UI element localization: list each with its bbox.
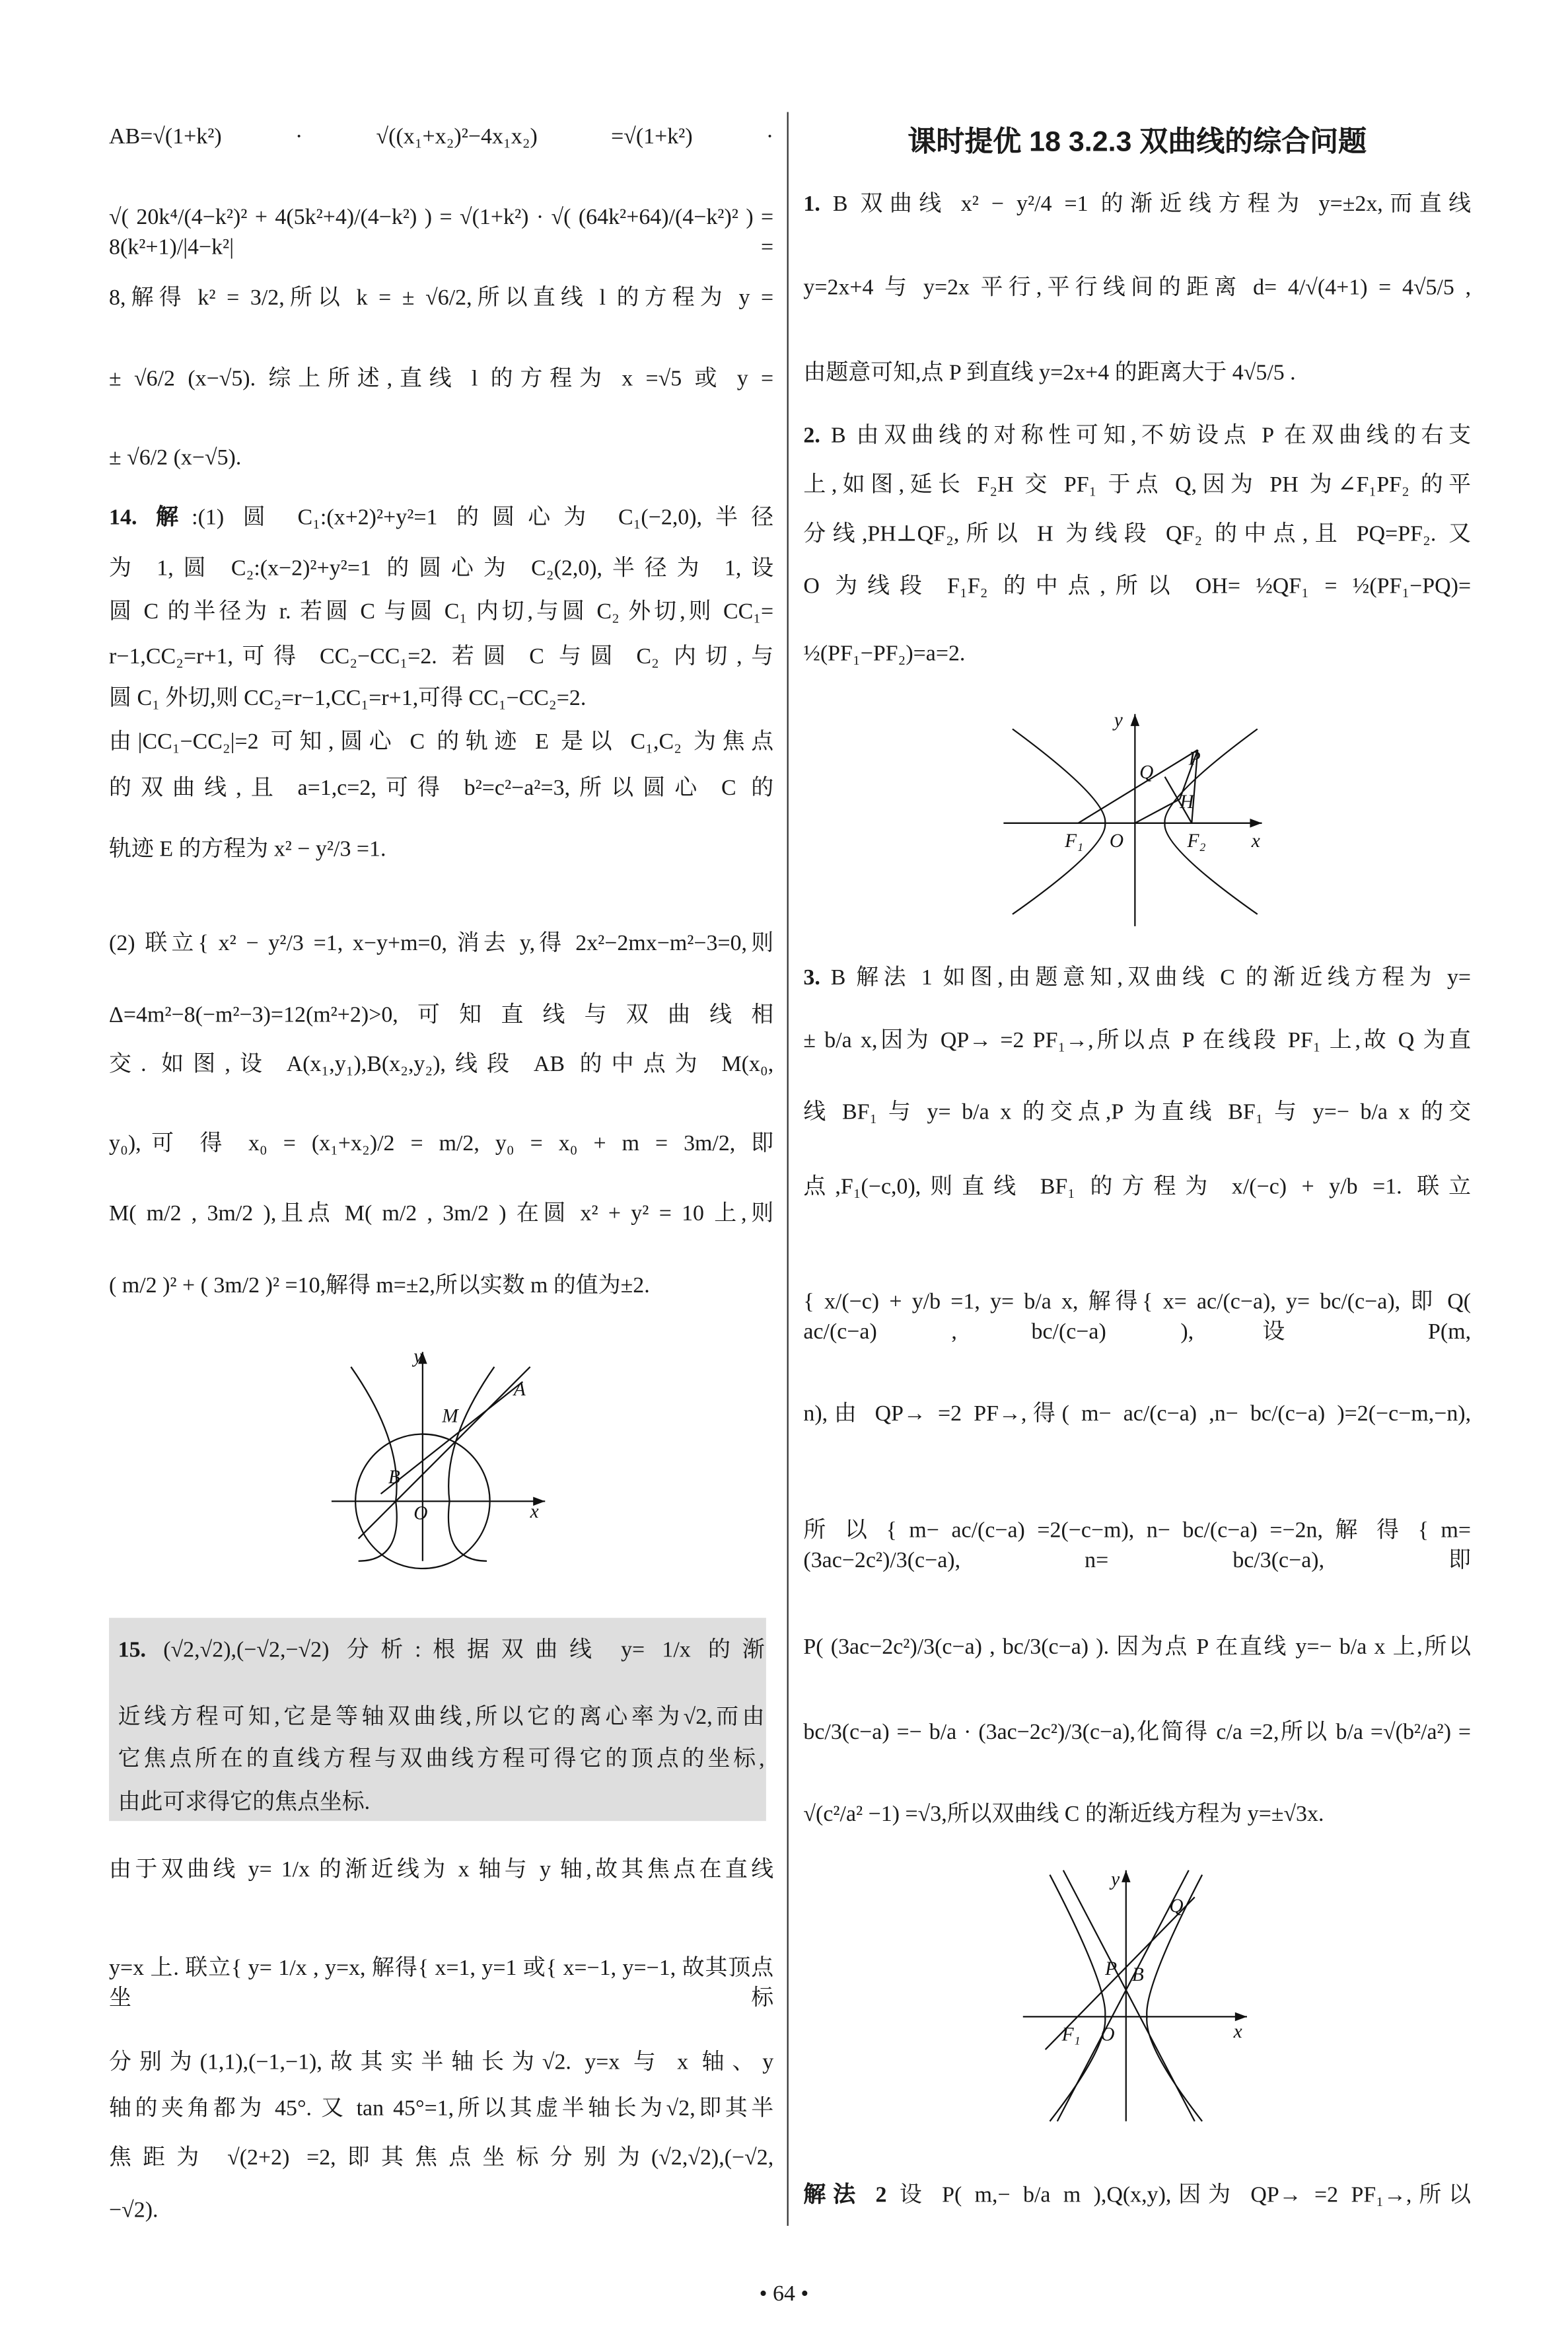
left-column-line (109, 2094, 773, 2124)
left-column-line (109, 2144, 773, 2174)
right-column-line (803, 640, 1471, 669)
line-text: 的双曲线,且 a=1,c=2,可得 b²=c²−a²=3,所以圆心 C 的 (109, 776, 774, 801)
line-text: ½(PF₁−PF₂)=a=2. (803, 642, 966, 667)
line-text: (√2,√2),(−√2,−√2) 分析:根据双曲线 y= 1/x 的渐 (146, 1639, 765, 1663)
item-number: 1. (803, 192, 820, 217)
right-column-line (803, 963, 1471, 993)
line-text: 由此可求得它的焦点坐标. (118, 1790, 371, 1816)
line-text: ( m/2 )² + ( 3m/2 )² =10,解得 m=±2,所以实数 m 的值为±2. (109, 1274, 650, 1298)
left-column-line (109, 929, 773, 959)
line-text: √(c²/a² −1) =√3,所以双曲线 C 的渐近线方程为 y=±√3x. (803, 1803, 1324, 1827)
right-column-line (803, 572, 1471, 602)
right-column-line (803, 1098, 1471, 1128)
right-column-line (803, 2181, 1471, 2211)
line-text: √( 20k⁴/(4−k²)² + 4(5k²+4)/(4−k²) ) = √(1+k²) · √( (64k²+64)/(4−k²)² ) = 8(k²+1)/|4−k²| = (109, 206, 774, 260)
line-text: ± √6/2 (x−√5). (109, 447, 242, 471)
right-column-line (803, 520, 1471, 550)
line-text: 由|CC₁−CC₂|=2 可知,圆心 C 的轨迹 E 是以 C₁,C₂ 为焦点 (109, 730, 774, 755)
item-number: 解法 2 (803, 2184, 887, 2208)
item-number: 3. (803, 966, 820, 991)
left-column-line (109, 554, 773, 584)
fig2-label-F2: F₂ (1187, 830, 1206, 852)
right-column-line (803, 1516, 1472, 1573)
fig2-label-x: x (1251, 830, 1260, 852)
left-column-line (109, 1001, 773, 1031)
right-column-line (803, 1026, 1471, 1056)
line-text: 8,解得 k² = 3/2,所以 k = ± √6/2,所以直线 l 的方程为 y = (109, 287, 774, 311)
right-column-line (803, 190, 1471, 219)
left-column-line (118, 1745, 765, 1775)
left-column-line (109, 774, 773, 803)
fig3-label-x: x (1233, 2021, 1242, 2043)
figure-angle-bisector (993, 702, 1277, 934)
fig14-label-O: O (413, 1502, 428, 1524)
fig2-label-H: H (1180, 792, 1194, 813)
line-text: 点,F₁(−c,0),则直线 BF₁ 的方程为 x/(−c) + y/b =1. 联立 (803, 1175, 1472, 1200)
line-text: 由于双曲线 y= 1/x 的渐近线为 x 轴与 y 轴,故其焦点在直线 (109, 1858, 774, 1882)
column-divider (787, 112, 789, 2226)
left-column-line (109, 444, 773, 474)
right-column-line (803, 422, 1471, 451)
left-column-line (109, 1954, 774, 2011)
section-title: 课时提优 18 3.2.3 双曲线的综合问题 (908, 127, 1367, 159)
line-text: (2) 联立{ x² − y²/3 =1, x−y+m=0, 消去 y,得 2x²−2mx−m²−3=0,则 (109, 932, 774, 957)
line-text: 焦距为 √(2+2) =2,即其焦点坐标分别为(√2,√2),(−√2, (109, 2147, 774, 2171)
left-column-line (109, 597, 773, 627)
fig2-label-O: O (1109, 830, 1124, 852)
fig2-label-P: P (1188, 748, 1201, 770)
left-column-line (109, 365, 773, 394)
line-text: 上,如图,延长 F₂H 交 PF₁ 于点 Q,因为 PH 为∠F₁PF₂ 的平 (803, 473, 1472, 498)
line-text: 由题意可知,点 P 到直线 y=2x+4 的距离大于 4√5/5 . (803, 361, 1296, 386)
right-column-line (803, 1288, 1472, 1345)
fig2-label-F1: F₁ (1065, 830, 1084, 852)
left-column-line (109, 1050, 773, 1080)
line-text: 近线方程可知,它是等轴双曲线,所以它的离心率为√2,而由 (118, 1706, 765, 1730)
line-text: 它焦点所在的直线方程与双曲线方程可得它的顶点的坐标, (118, 1748, 765, 1772)
line-text: P( (3ac−2c²)/3(c−a) , bc/3(c−a) ). 因为点 P 在直线 y=− b/a x 上,所以 (803, 1635, 1472, 1660)
fig3-label-F1: F₁ (1061, 2024, 1081, 2046)
fig3-label-Q: Q (1169, 1896, 1184, 1917)
left-column-line (109, 684, 773, 714)
fig3-label-y: y (1111, 1868, 1120, 1890)
item-number: 14. 解 (109, 506, 192, 531)
left-column-line (109, 1855, 773, 1885)
right-column-line (803, 470, 1471, 500)
fig14-label-y: y (413, 1346, 423, 1368)
line-text: 设 P( m,− b/a m ),Q(x,y),因为 QP→ =2 PF₁→,所以 (886, 2184, 1472, 2208)
line-text: 分线,PH⊥QF₂,所以 H 为线段 QF₂ 的中点,且 PQ=PF₂. 又 (803, 523, 1472, 547)
line-text: 圆 C₁ 外切,则 CC₂=r−1,CC₁=r+1,可得 CC₁−CC₂=2. (109, 687, 587, 712)
line-text: 轨迹 E 的方程为 x² − y²/3 =1. (109, 838, 386, 862)
left-column-line (109, 1271, 773, 1301)
line-text: :(1) 圆 C₁:(x+2)²+y²=1 的圆心为 C₁(−2,0),半径 (192, 506, 774, 531)
line-text: bc/3(c−a) =− b/a · (3ac−2c²)/3(c−a),化简得 c/a =2,所以 b/a =√(b²/a²) = (803, 1720, 1472, 1745)
line-text: r−1,CC₂=r+1,可得 CC₂−CC₁=2. 若圆 C 与圆 C₂ 内切,与 (109, 645, 774, 669)
line-text: y₀),可 得 x₀ = (x₁+x₂)/2 = m/2, y₀ = x₀ + m = 3m/2, 即 (109, 1132, 774, 1157)
left-column-line (109, 122, 773, 152)
left-column-line (109, 284, 773, 314)
fig14-label-A: A (513, 1378, 526, 1400)
right-column-line (803, 1173, 1471, 1202)
line-text: ± √6/2 (x−√5). 综上所述,直线 l 的方程为 x =√5 或 y = (109, 367, 774, 392)
left-column-line (118, 1703, 765, 1733)
right-column-line (803, 1633, 1471, 1662)
left-column-line (109, 727, 773, 757)
fig3-label-B: B (1131, 1964, 1144, 1986)
line-text: y=x 上. 联立{ y= 1/x , y=x, 解得{ x=1, y=1 或{ x=−1, y=−1, 故其顶点坐标 (109, 1956, 774, 2011)
line-text: 为 1,圆 C₂:(x−2)²+y²=1 的圆心为 C₂(2,0),半径为 1,设 (109, 557, 774, 581)
line-text: 圆 C 的半径为 r. 若圆 C 与圆 C₁ 内切,与圆 C₂ 外切,则 CC₁= (109, 600, 774, 625)
left-column-line (109, 2048, 773, 2078)
fig3-label-P: P (1105, 1958, 1118, 1980)
line-text: n),由 QP→ =2 PF→,得( m− ac/(c−a) ,n− bc/(c−a) )=2(−c−m,−n), (803, 1403, 1472, 1427)
line-text: { x/(−c) + y/b =1, y= b/a x, 解得{ x= ac/(c−a), y= bc/(c−a), 即 Q( ac/(c−a) , bc/(c−a) ),设 P(m, (803, 1290, 1472, 1345)
right-column-line (803, 359, 1471, 388)
item-number: 15. (118, 1639, 147, 1663)
line-text: M( m/2 , 3m/2 ),且点 M( m/2 , 3m/2 ) 在圆 x² + y² = 10 上,则 (109, 1202, 774, 1227)
line-text: 轴的夹角都为 45°. 又 tan 45°=1,所以其虚半轴长为√2,即其半 (109, 2097, 774, 2122)
fig14-label-x: x (530, 1501, 539, 1523)
fig14-label-B: B (388, 1467, 400, 1489)
left-column-line (109, 835, 773, 865)
fig2-label-y: y (1114, 709, 1123, 731)
fig2-label-Q: Q (1139, 761, 1154, 783)
right-column-line (803, 1800, 1471, 1830)
left-column-line (109, 1200, 773, 1230)
figure-asymptotes (1015, 1860, 1262, 2129)
page-number: • 64 • (759, 2282, 809, 2307)
line-text: y=2x+4 与 y=2x 平行,平行线间的距离 d= 4/√(4+1) = 4√5/5 , (803, 276, 1472, 301)
line-text: AB=√(1+k²) · √((x₁+x₂)²−4x₁x₂) =√(1+k²) · (109, 125, 774, 150)
left-column-line (109, 203, 774, 260)
right-column-line (803, 274, 1471, 303)
line-text: Δ=4m²−8(−m²−3)=12(m²+2)>0,可知直线与双曲线相 (109, 1004, 774, 1028)
left-column-line (109, 503, 773, 533)
right-column-line (803, 1400, 1471, 1430)
line-text: ± b/a x,因为 QP→ =2 PF₁→,所以点 P 在线段 PF₁ 上,故 Q 为直 (803, 1029, 1472, 1054)
line-text: 交. 如图,设 A(x₁,y₁),B(x₂,y₂),线段 AB 的中点为 M(x₀, (109, 1053, 774, 1078)
fig3-label-O: O (1100, 2024, 1115, 2046)
fig14-label-M: M (442, 1405, 458, 1427)
line-text: B 双曲线 x² − y²/4 =1 的渐近线方程为 y=±2x,而直线 (820, 192, 1472, 217)
left-column-line (109, 1129, 773, 1159)
figure-circle-hyperbola (321, 1341, 560, 1565)
item-number: 2. (803, 424, 820, 449)
line-text: B 由双曲线的对称性可知,不妨设点 P 在双曲线的右支 (820, 424, 1472, 449)
line-text: B 解法 1 如图,由题意知,双曲线 C 的渐近线方程为 y= (820, 966, 1472, 991)
line-text: O 为线段 F₁F₂ 的中点,所以 OH= ½QF₁ = ½(PF₁−PQ)= (803, 575, 1472, 599)
right-column-line (803, 1718, 1471, 1748)
left-column-line (109, 2196, 773, 2226)
left-column-line (118, 1636, 765, 1666)
line-text: 线 BF₁ 与 y= b/a x 的交点,P 为直线 BF₁ 与 y=− b/a x 的交 (803, 1101, 1472, 1125)
line-text: 所 以 { m− ac/(c−a) =2(−c−m), n− bc/(c−a) =−2n, 解 得 { m= (3ac−2c²)/3(c−a), n= bc/3(c−a), 即 (803, 1519, 1472, 1573)
line-text: 分别为(1,1),(−1,−1),故其实半轴长为√2. y=x 与 x 轴、y (109, 2051, 774, 2075)
line-text: −√2). (109, 2199, 159, 2223)
left-column-line (118, 1788, 765, 1818)
left-column-line (109, 642, 773, 672)
